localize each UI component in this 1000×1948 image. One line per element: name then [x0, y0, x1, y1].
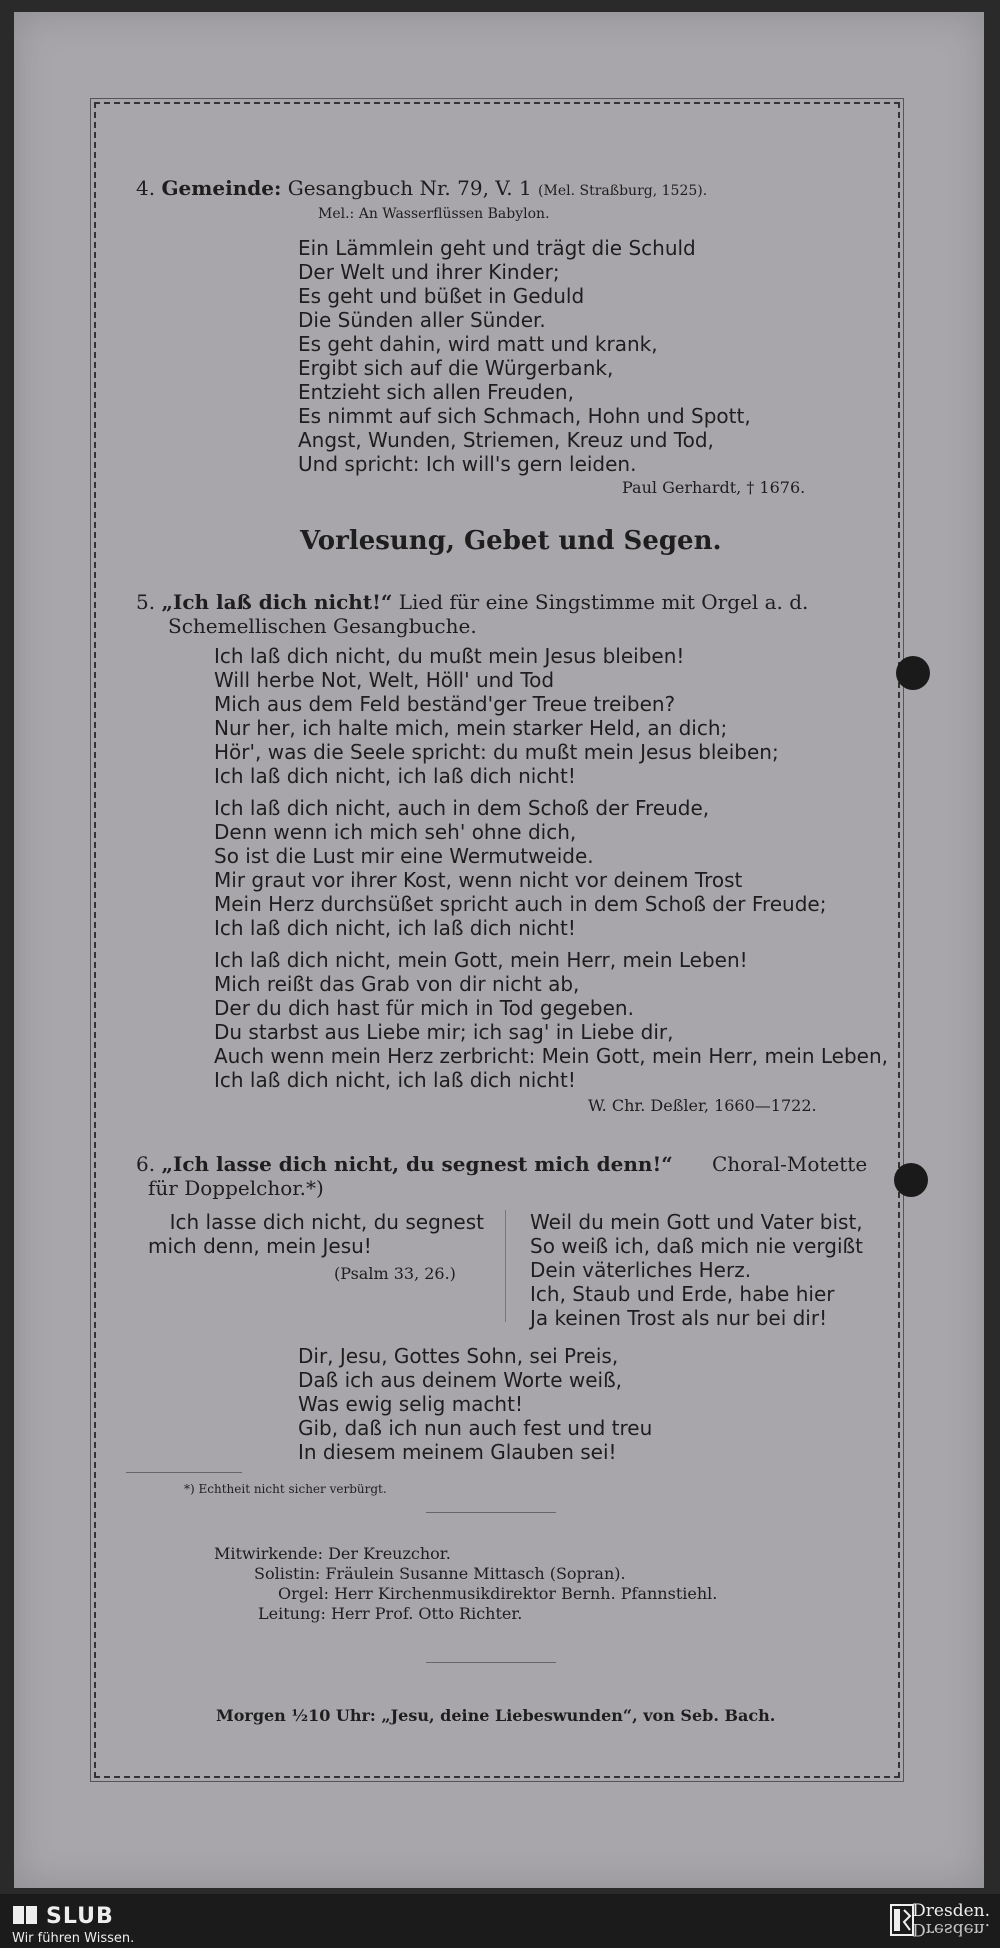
verse-line: Der Welt und ihrer Kinder; — [298, 260, 560, 284]
section6-right-text — [530, 1210, 863, 1330]
divider — [426, 1512, 556, 1513]
book-icon — [12, 1904, 38, 1926]
slub-logo[interactable] — [12, 1904, 134, 1946]
verse-line: Ich laß dich nicht, ich laß dich nicht! — [214, 764, 576, 788]
verse-line: Will herbe Not, Welt, Höll' und Tod — [214, 668, 555, 692]
section5-stanza-2 — [214, 796, 826, 940]
verse-line: Dir, Jesu, Gottes Sohn, sei Preis, — [298, 1344, 619, 1368]
verse-line: So weiß ich, daß mich nie vergißt — [530, 1234, 863, 1258]
verse-line: Mich reißt das Grab von dir nicht ab, — [214, 972, 580, 996]
credit-row — [214, 1544, 717, 1564]
verse-line: Und spricht: Ich will's gern leiden. — [298, 452, 637, 476]
credit-value: Der Kreuzchor. — [328, 1544, 451, 1563]
verse-line: Dein väterliches Herz. — [530, 1258, 752, 1282]
section6-number: 6. — [136, 1152, 156, 1176]
section4-header — [136, 176, 707, 203]
footnote-rule — [126, 1472, 242, 1473]
verse-line: mich denn, mein Jesu! — [148, 1234, 372, 1258]
city-crest-icon — [890, 1904, 914, 1936]
verse-line: Die Sünden aller Sünder. — [298, 308, 546, 332]
section5-stanza-3 — [214, 948, 888, 1092]
credit-row — [214, 1604, 717, 1624]
verse-line: Mich aus dem Feld beständ'ger Treue treiben? — [214, 692, 676, 716]
credit-row — [214, 1564, 717, 1584]
verse-line: Daß ich aus deinem Worte weiß, — [298, 1368, 623, 1392]
verse-line: So ist die Lust mir eine Wermutweide. — [214, 844, 594, 868]
credit-label: Orgel: — [278, 1584, 329, 1603]
verse-line: Ich laß dich nicht, ich laß dich nicht! — [214, 1068, 576, 1092]
punch-hole — [896, 656, 930, 690]
footnote: *) Echtheit nicht sicher verbürgt. — [184, 1482, 387, 1496]
section5-number: 5. — [136, 590, 156, 614]
section-heading: Vorlesung, Gebet und Segen. — [300, 526, 722, 556]
section4-label: Gemeinde: — [161, 176, 282, 200]
section4-mel-ref: (Mel. Straßburg, 1525). — [538, 183, 708, 199]
divider — [426, 1662, 556, 1663]
verse-line: Entzieht sich allen Freuden, — [298, 380, 574, 404]
verse-line: Was ewig selig macht! — [298, 1392, 523, 1416]
verse-line: Der du dich hast für mich in Tod gegeben. — [214, 996, 634, 1020]
credit-value: Herr Kirchenmusikdirektor Bernh. Pfannstiehl. — [334, 1584, 718, 1603]
section6-psalm: (Psalm 33, 26.) — [334, 1264, 456, 1283]
verse-line: Ja keinen Trost als nur bei dir! — [530, 1306, 828, 1330]
section6-header — [136, 1152, 673, 1176]
verse-line: Mir graut vor ihrer Kost, wenn nicht vor deinem Trost — [214, 868, 743, 892]
verse-line: Hör', was die Seele spricht: du mußt mein Jesus bleiben; — [214, 740, 779, 764]
verse-line: Ein Lämmlein geht und trägt die Schuld — [298, 236, 696, 260]
section6-closing — [298, 1344, 652, 1464]
verse-line: Es geht und büßet in Geduld — [298, 284, 585, 308]
section5-title: „Ich laß dich nicht!“ — [161, 590, 393, 614]
section5-header — [136, 590, 808, 614]
section6-desc1: Choral-Motette — [712, 1152, 868, 1176]
section6-desc2: für Doppelchor.*) — [148, 1176, 324, 1200]
section5-desc1: Lied für eine Singstimme mit Orgel a. d. — [398, 590, 809, 614]
credit-value: Herr Prof. Otto Richter. — [330, 1604, 523, 1623]
verse-line: In diesem meinem Glauben sei! — [298, 1440, 617, 1464]
column-divider — [505, 1210, 506, 1322]
section5-stanza-1 — [214, 644, 779, 788]
section4-melody: Mel.: An Wasserflüssen Babylon. — [318, 206, 550, 222]
section5-author: W. Chr. Deßler, 1660—1722. — [588, 1096, 817, 1115]
city-line-1: Dresden. — [912, 1901, 990, 1921]
credit-label: Leitung: — [258, 1604, 326, 1623]
verse-line: Weil du mein Gott und Vater bist, — [530, 1210, 863, 1234]
verse-line: Gib, daß ich nun auch fest und treu — [298, 1416, 653, 1440]
verse-line: Ergibt sich auf die Würgerbank, — [298, 356, 614, 380]
credit-row — [214, 1584, 717, 1604]
credit-label: Solistin: — [254, 1564, 321, 1583]
verse-line: Ich, Staub und Erde, habe hier — [530, 1282, 835, 1306]
verse-line: Du starbst aus Liebe mir; ich sag' in Liebe dir, — [214, 1020, 674, 1044]
punch-hole — [894, 1163, 928, 1197]
verse-line: Ich laß dich nicht, ich laß dich nicht! — [214, 916, 576, 940]
section6-title: „Ich lasse dich nicht, du segnest mich denn!“ — [161, 1152, 673, 1176]
credit-label: Mitwirkende: — [214, 1544, 323, 1563]
credits — [214, 1544, 717, 1624]
city-line-2: Dresden. — [912, 1919, 990, 1939]
verse-line: Denn wenn ich mich seh' ohne dich, — [214, 820, 577, 844]
verse-line: Ich laß dich nicht, du mußt mein Jesus bleiben! — [214, 644, 685, 668]
section4-text: Gesangbuch Nr. 79, V. 1 — [287, 176, 532, 200]
section4-author: Paul Gerhardt, † 1676. — [622, 478, 806, 497]
section4-verse — [298, 236, 751, 476]
logo-name: SLUB — [46, 1904, 114, 1929]
verse-line: Es geht dahin, wird matt und krank, — [298, 332, 658, 356]
section5-desc2: Schemellischen Gesangbuche. — [168, 614, 477, 638]
verse-line: Auch wenn mein Herz zerbricht: Mein Gott, mein Herr, mein Leben, — [214, 1044, 888, 1068]
verse-line: Angst, Wunden, Striemen, Kreuz und Tod, — [298, 428, 714, 452]
verse-line: Mein Herz durchsüßet spricht auch in dem Schoß der Freude; — [214, 892, 827, 916]
viewer-footer — [0, 1894, 1000, 1948]
verse-line: Ich laß dich nicht, mein Gott, mein Herr, mein Leben! — [214, 948, 748, 972]
city-logo[interactable] — [912, 1902, 990, 1938]
announcement: Morgen ½10 Uhr: „Jesu, deine Liebeswunden“, von Seb. Bach. — [216, 1706, 776, 1725]
verse-line: Ich lasse dich nicht, du segnest — [169, 1210, 484, 1234]
section6-left-text — [148, 1210, 484, 1258]
verse-line: Nur her, ich halte mich, mein starker Held, an dich; — [214, 716, 728, 740]
section4-number: 4. — [136, 176, 156, 200]
logo-tagline: Wir führen Wissen. — [12, 1931, 135, 1946]
verse-line: Ich laß dich nicht, auch in dem Schoß der Freude, — [214, 796, 710, 820]
credit-value: Fräulein Susanne Mittasch (Sopran). — [325, 1564, 626, 1583]
verse-line: Es nimmt auf sich Schmach, Hohn und Spott, — [298, 404, 751, 428]
